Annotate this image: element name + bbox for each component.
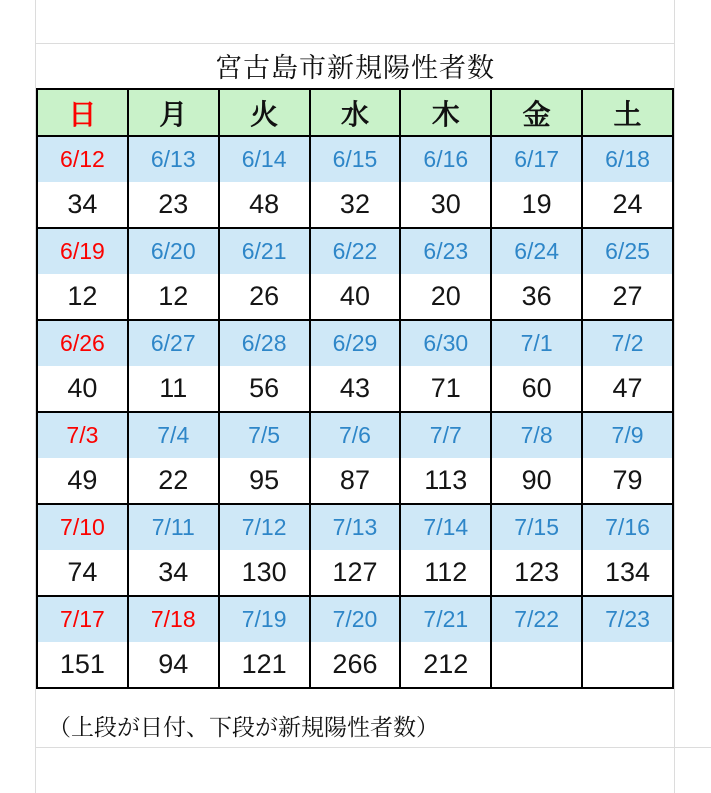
date-cell: 6/22 — [310, 228, 401, 274]
date-row-week1 — [37, 136, 673, 182]
date-cell: 6/24 — [491, 228, 582, 274]
date-row-week3 — [37, 320, 673, 366]
date-cell: 7/19 — [219, 596, 310, 642]
value-row-week4 — [37, 458, 673, 504]
value-cell: 87 — [310, 458, 401, 504]
date-cell: 7/5 — [219, 412, 310, 458]
value-cell: 43 — [310, 366, 401, 412]
value-cell — [491, 642, 582, 688]
date-cell: 6/26 — [37, 320, 128, 366]
date-cell: 6/16 — [400, 136, 491, 182]
value-cell: 151 — [37, 642, 128, 688]
date-cell: 6/29 — [310, 320, 401, 366]
value-cell: 71 — [400, 366, 491, 412]
gridline-vertical-right — [674, 0, 675, 793]
date-cell: 7/7 — [400, 412, 491, 458]
value-row-week5 — [37, 550, 673, 596]
value-cell: 20 — [400, 274, 491, 320]
weekday-header-sat: 土 — [582, 89, 673, 136]
value-cell: 34 — [37, 182, 128, 228]
value-cell: 40 — [310, 274, 401, 320]
date-cell: 7/13 — [310, 504, 401, 550]
value-cell: 47 — [582, 366, 673, 412]
date-cell: 6/15 — [310, 136, 401, 182]
weekday-header-sun: 日 — [37, 89, 128, 136]
value-cell: 212 — [400, 642, 491, 688]
date-row-week4 — [37, 412, 673, 458]
date-cell: 6/14 — [219, 136, 310, 182]
value-cell: 123 — [491, 550, 582, 596]
date-row-week6 — [37, 596, 673, 642]
value-cell: 130 — [219, 550, 310, 596]
value-cell: 30 — [400, 182, 491, 228]
date-cell: 7/10 — [37, 504, 128, 550]
date-cell: 6/21 — [219, 228, 310, 274]
value-cell: 113 — [400, 458, 491, 504]
value-cell: 23 — [128, 182, 219, 228]
value-cell: 27 — [582, 274, 673, 320]
weekday-header-thu: 木 — [400, 89, 491, 136]
value-cell: 24 — [582, 182, 673, 228]
date-cell: 7/21 — [400, 596, 491, 642]
value-cell: 34 — [128, 550, 219, 596]
date-cell: 7/23 — [582, 596, 673, 642]
value-row-week6 — [37, 642, 673, 688]
date-cell: 6/27 — [128, 320, 219, 366]
date-cell: 6/20 — [128, 228, 219, 274]
date-cell: 6/12 — [37, 136, 128, 182]
value-cell: 26 — [219, 274, 310, 320]
date-cell: 7/17 — [37, 596, 128, 642]
date-cell: 7/4 — [128, 412, 219, 458]
date-cell: 6/18 — [582, 136, 673, 182]
weekday-header-mon: 月 — [128, 89, 219, 136]
value-cell: 121 — [219, 642, 310, 688]
date-cell: 7/1 — [491, 320, 582, 366]
date-cell: 7/6 — [310, 412, 401, 458]
value-cell: 49 — [37, 458, 128, 504]
date-cell: 7/3 — [37, 412, 128, 458]
date-cell: 7/18 — [128, 596, 219, 642]
date-row-week2 — [37, 228, 673, 274]
date-cell: 7/12 — [219, 504, 310, 550]
value-row-week3 — [37, 366, 673, 412]
weekday-header-tue: 火 — [219, 89, 310, 136]
weekday-header-row — [37, 89, 673, 136]
date-cell: 6/30 — [400, 320, 491, 366]
value-cell: 134 — [582, 550, 673, 596]
date-cell: 7/16 — [582, 504, 673, 550]
date-cell: 7/20 — [310, 596, 401, 642]
value-cell: 36 — [491, 274, 582, 320]
value-cell: 12 — [128, 274, 219, 320]
date-cell: 7/14 — [400, 504, 491, 550]
weekday-header-fri: 金 — [491, 89, 582, 136]
value-cell: 90 — [491, 458, 582, 504]
value-cell: 12 — [37, 274, 128, 320]
value-cell: 79 — [582, 458, 673, 504]
date-cell: 6/23 — [400, 228, 491, 274]
value-cell: 32 — [310, 182, 401, 228]
date-cell: 6/25 — [582, 228, 673, 274]
date-cell: 6/13 — [128, 136, 219, 182]
date-row-week5 — [37, 504, 673, 550]
value-cell: 22 — [128, 458, 219, 504]
value-cell: 127 — [310, 550, 401, 596]
value-cell: 95 — [219, 458, 310, 504]
date-cell: 7/11 — [128, 504, 219, 550]
value-cell: 48 — [219, 182, 310, 228]
footer-note: （上段が日付、下段が新規陽性者数） — [48, 713, 439, 740]
cases-calendar-table — [36, 88, 674, 689]
date-cell: 7/15 — [491, 504, 582, 550]
value-cell: 56 — [219, 366, 310, 412]
date-cell: 7/2 — [582, 320, 673, 366]
weekday-header-wed: 水 — [310, 89, 401, 136]
value-cell: 11 — [128, 366, 219, 412]
date-cell: 7/22 — [491, 596, 582, 642]
value-cell — [582, 642, 673, 688]
date-cell: 7/8 — [491, 412, 582, 458]
value-cell: 74 — [37, 550, 128, 596]
date-cell: 6/19 — [37, 228, 128, 274]
value-row-week2 — [37, 274, 673, 320]
page-title: 宮古島市新規陽性者数 — [215, 53, 495, 83]
value-cell: 19 — [491, 182, 582, 228]
value-cell: 60 — [491, 366, 582, 412]
date-cell: 7/9 — [582, 412, 673, 458]
value-row-week1 — [37, 182, 673, 228]
value-cell: 266 — [310, 642, 401, 688]
value-cell: 112 — [400, 550, 491, 596]
value-cell: 94 — [128, 642, 219, 688]
date-cell: 6/17 — [491, 136, 582, 182]
value-cell: 40 — [37, 366, 128, 412]
gridline-horizontal-bottom — [35, 747, 711, 748]
date-cell: 6/28 — [219, 320, 310, 366]
